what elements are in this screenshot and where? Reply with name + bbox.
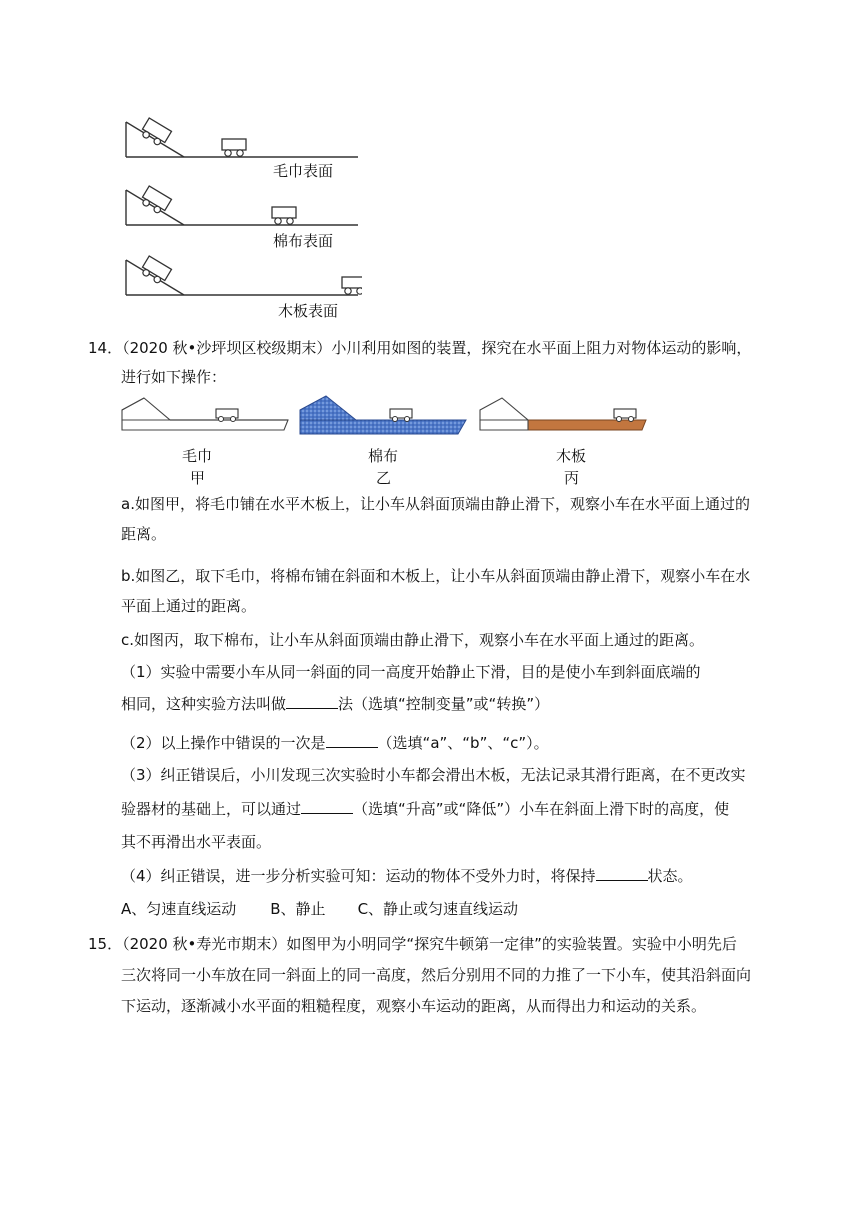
q14-number: 14． xyxy=(88,339,123,357)
panel-tag-yi: 乙 xyxy=(376,469,392,487)
q15-line-2: 三次将同一小车放在同一斜面上的同一高度，然后分别用不同的力推了一下小车，使其沿斜面向 xyxy=(121,966,752,984)
panel-tag-jia: 甲 xyxy=(190,469,206,487)
option-a[interactable]: A、匀速直线运动 xyxy=(121,900,237,918)
q14-part2-blank[interactable] xyxy=(326,733,378,748)
q15-number: 15． xyxy=(88,935,123,953)
q14-part2 xyxy=(121,733,549,753)
q14-part3-line-1: （3）纠正错误后，小川发现三次实验时小车都会滑出木板，无法记录其滑行距离，在不更改实 xyxy=(121,766,746,784)
q14-source: （2020 秋•沙坪坝区校级期末） xyxy=(122,339,332,357)
q14-stem: 小川利用如图的装置，探究在水平面上阻力对物体运动的影响， xyxy=(331,339,752,357)
option-b[interactable]: B、静止 xyxy=(270,900,326,918)
panel-label-towel: 毛巾 xyxy=(182,447,213,465)
q14-part1-line-1: （1）实验中需要小车从同一斜面的同一高度开始静止下滑，目的是使小车到斜面底端的 xyxy=(121,663,701,681)
q14-part2-text-b: （选填“a”、“b”、“c”）。 xyxy=(377,734,549,752)
panel-tag-bing: 丙 xyxy=(564,469,580,487)
q14-part3-line-2 xyxy=(121,799,729,819)
q14-step-c: c.如图丙，取下棉布，让小车从斜面顶端由静止滑下，观察小车在水平面上通过的距离。 xyxy=(121,631,705,649)
label-wood-surface: 木板表面 xyxy=(278,302,339,320)
q14-options xyxy=(121,899,518,919)
q14-part4-text-a: （4）纠正错误，进一步分析实验可知：运动的物体不受外力时，将保持 xyxy=(121,867,596,885)
q14-step-a-2: 距离。 xyxy=(121,525,167,543)
option-c[interactable]: C、静止或匀速直线运动 xyxy=(357,900,519,918)
q15-line-1 xyxy=(88,934,737,954)
apparatus-panel-wood xyxy=(478,396,650,444)
label-towel-surface: 毛巾表面 xyxy=(273,162,334,180)
q14-part3-line-3: 其不再滑出水平表面。 xyxy=(121,833,272,851)
q14-part4-text-b: 状态。 xyxy=(647,867,693,885)
q14-part2-text-a: （2）以上操作中错误的一次是 xyxy=(121,734,326,752)
q14-step-b-2: 平面上通过的距离。 xyxy=(121,597,257,615)
q14-part3-text-a: 验器材的基础上，可以通过 xyxy=(121,800,302,818)
q14-part3-text-b: （选填“升高”或“降低”）小车在斜面上滑下时的高度，使 xyxy=(353,800,730,818)
q14-part1-blank[interactable] xyxy=(286,694,338,709)
q14-part1-text-a: 相同，这种实验方法叫做 xyxy=(121,695,287,713)
q14-step-a-1: a.如图甲，将毛巾铺在水平木板上，让小车从斜面顶端由静止滑下，观察小车在水平面上通过的 xyxy=(121,495,750,513)
apparatus-panel-towel xyxy=(120,396,292,444)
q14-part3-blank[interactable] xyxy=(301,799,353,814)
q14-part1-text-b: 法（选填“控制变量”或“转换”） xyxy=(338,695,550,713)
panel-label-wood: 木板 xyxy=(556,447,587,465)
q15-source: （2020 秋•寿光市期末） xyxy=(122,935,287,953)
q15-line-3: 下运动，逐渐减小水平面的粗糙程度，观察小车运动的距离，从而得出力和运动的关系。 xyxy=(121,997,707,1015)
q15-text-1: 如图甲为小明同学“探究牛顿第一定律”的实验装置。实验中小明先后 xyxy=(286,935,737,953)
label-cotton-surface: 棉布表面 xyxy=(273,232,334,250)
q14-part4-blank[interactable] xyxy=(596,866,648,881)
q14-step-b-1: b.如图乙，取下毛巾，将棉布铺在斜面和木板上，让小车从斜面顶端由静止滑下，观察小车在水 xyxy=(121,567,751,585)
q14-part1-line-2 xyxy=(121,694,549,714)
apparatus-panel-cotton xyxy=(298,394,470,444)
q14-line-2: 进行如下操作： xyxy=(121,368,227,386)
q14-part4 xyxy=(121,866,693,886)
q14-line-1 xyxy=(88,338,751,358)
panel-label-cotton: 棉布 xyxy=(368,447,399,465)
